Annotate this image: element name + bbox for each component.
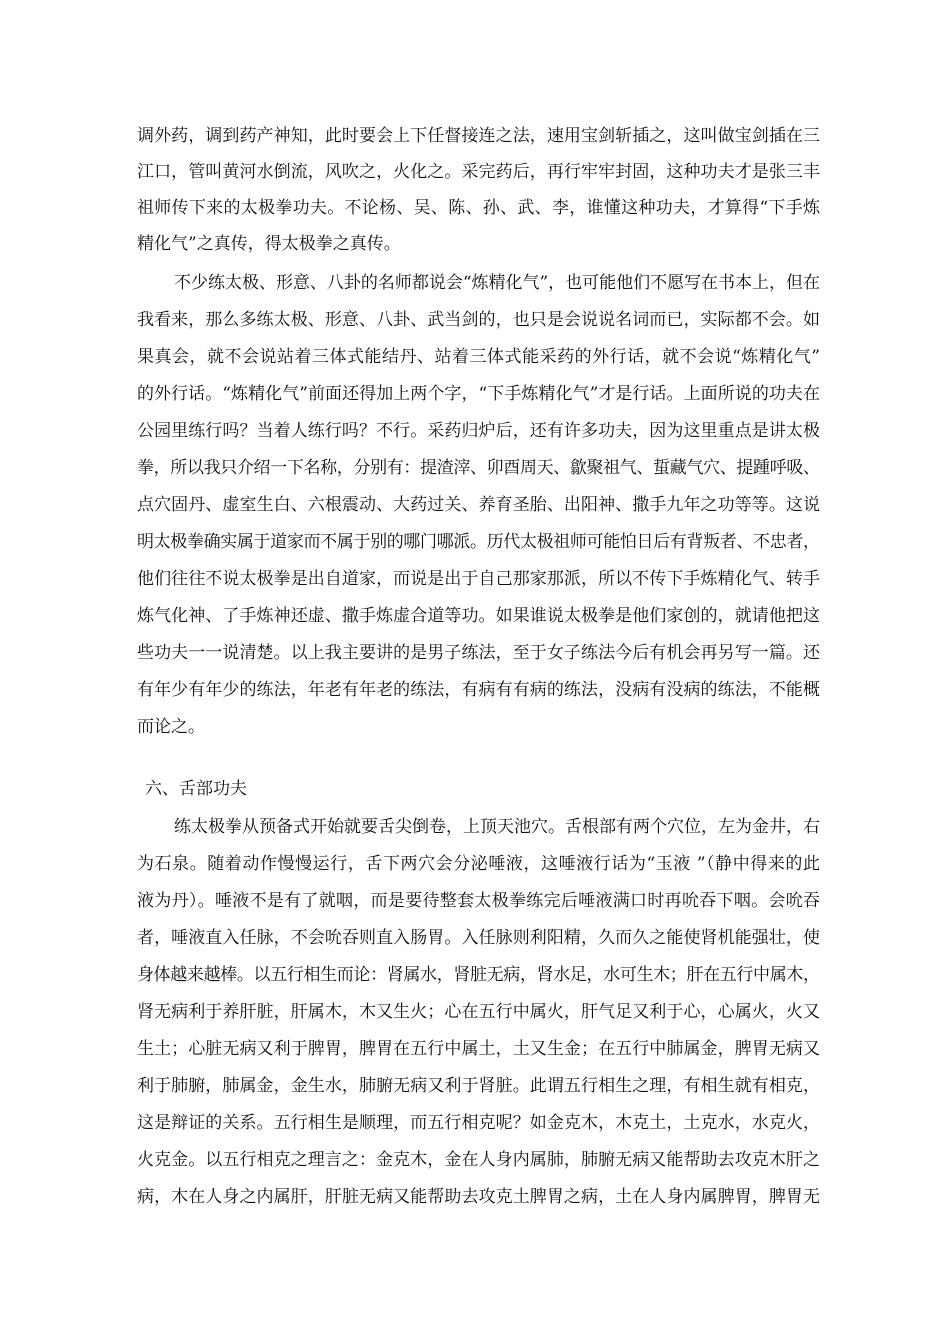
line-text: 为石泉。随着动作慢慢运行，舌下两穴会分泌唾液，这唾液行话为“玉液 ”（静中得来的此 [137, 854, 821, 874]
text-line [0, 487, 950, 523]
text-line [0, 1142, 950, 1178]
line-text: 病，木在人身之内属肝，肝脏无病又能帮助去攻克土脾胃之病，土在人身内属脾胃，脾胃无 [137, 1187, 821, 1207]
text-line [0, 1068, 950, 1104]
section-heading [0, 771, 950, 807]
text-line [0, 994, 950, 1030]
text-line [0, 450, 950, 486]
text-line [0, 846, 950, 882]
line-text: 我看来，那么多练太极、形意、八卦、武当剑的，也只是会说说名词而已，实际都不会。如 [137, 310, 821, 330]
line-text: 精化气”之真传，得太极拳之真传。 [137, 234, 401, 254]
line-text: 火克金。以五行相克之理言之：金克木，金在人身内属肺，肺腑无病又能帮助去攻克木肝之 [137, 1150, 821, 1170]
line-text: 点穴固丹、虚室生白、六根震动、大药过关、养育圣胎、出阳神、撒手九年之功等等。这说 [137, 495, 821, 515]
line-text: 液为丹）。唾液不是有了就咽，而是要待整套太极拳练完后唾液满口时再吮吞下咽。会吮吞 [137, 891, 821, 911]
text-line [0, 413, 950, 449]
text-line [0, 190, 950, 226]
text-line [0, 524, 950, 560]
line-text: 而论之。 [137, 717, 205, 737]
line-text: 有年少有年少的练法，年老有年老的练法，有病有有病的练法，没病有没病的练法，不能概 [137, 680, 821, 700]
text-line [0, 339, 950, 375]
line-text: 的外行话。“炼精化气”前面还得加上两个字，“下手炼精化气”才是行话。上面所说的功夫在 [137, 384, 821, 404]
section-heading-text: 六、舌部功夫 [145, 779, 247, 799]
line-text: 炼气化神、了手炼神还虚、撒手炼虚合道等功。如果谁说太极拳是他们家创的，就请他把这 [137, 606, 821, 626]
text-line [0, 226, 950, 262]
line-text: 这是辩证的关系。五行相生是顺理，而五行相克呢？如金克木，木克土，土克水，水克火， [137, 1113, 821, 1133]
text-line [0, 302, 950, 338]
text-line [0, 1031, 950, 1067]
line-text: 调外药，调到药产神知，此时要会上下任督接连之法，速用宝剑斩插之，这叫做宝剑插在三 [137, 126, 821, 146]
text-line [0, 561, 950, 597]
text-line [0, 118, 950, 154]
line-text: 果真会，就不会说站着三体式能结丹、站着三体式能采药的外行话，就不会说“炼精化气” [137, 347, 821, 367]
text-line [0, 672, 950, 708]
line-text: 不少练太极、形意、八卦的名师都说会“炼精化气”，也可能他们不愿写在书本上，但在 [174, 273, 820, 293]
line-text: 拳，所以我只介绍一下名称，分别有：提渣滓、卯酉周天、歙聚祖气、蜇藏气穴、提踵呼吸、 [137, 458, 820, 478]
line-text: 肾无病利于养肝脏，肝属木，木又生火；心在五行中属火，肝气足又利于心，心属火，火又 [137, 1002, 821, 1022]
text-line [0, 635, 950, 671]
line-text: 祖师传下来的太极拳功夫。不论杨、吴、陈、孙、武、李，谁懂这种功夫，才算得“下手炼 [137, 198, 821, 218]
line-text: 公园里练行吗？当着人练行吗？不行。采药归炉后，还有许多功夫，因为这里重点是讲太极 [137, 421, 821, 441]
line-text: 生土；心脏无病又利于脾胃，脾胃在五行中属土，土又生金；在五行中肺属金，脾胃无病又 [137, 1039, 821, 1059]
line-text: 利于肺腑，肺属金，金生水，肺腑无病又利于肾脏。此谓五行相生之理，有相生就有相克， [137, 1076, 821, 1096]
line-text: 他们往往不说太极拳是出自道家，而说是出于自己那家那派，所以不传下手炼精化气、转手 [137, 569, 821, 589]
line-text: 练太极拳从预备式开始就要舌尖倒卷，上顶天池穴。舌根部有两个穴位，左为金井，右 [174, 817, 820, 837]
line-text: 明太极拳确实属于道家而不属于别的哪门哪派。历代太极祖师可能怕日后有背叛者、不忠者， [137, 532, 820, 552]
text-line [0, 1105, 950, 1141]
line-text: 者，唾液直入任脉，不会吮吞则直入肠胃。入任脉则利阳精，久而久之能使肾机能强壮，使 [137, 928, 821, 948]
text-line [0, 920, 950, 956]
text-line [0, 154, 950, 190]
text-line [0, 709, 950, 745]
text-line [0, 957, 950, 993]
line-text: 江口，管叫黄河水倒流，风吹之，火化之。采完药后，再行牢牢封固，这种功夫才是张三丰 [137, 162, 821, 182]
text-line [0, 1179, 950, 1215]
line-text: 些功夫一一说清楚。以上我主要讲的是男子练法，至于女子练法今后有机会再另写一篇。还 [137, 643, 821, 663]
text-line [0, 265, 950, 301]
text-line [0, 809, 950, 845]
text-line [0, 883, 950, 919]
text-line [0, 376, 950, 412]
text-line [0, 598, 950, 634]
line-text: 身体越来越棒。以五行相生而论：肾属水，肾脏无病，肾水足，水可生木；肝在五行中属木， [137, 965, 820, 985]
